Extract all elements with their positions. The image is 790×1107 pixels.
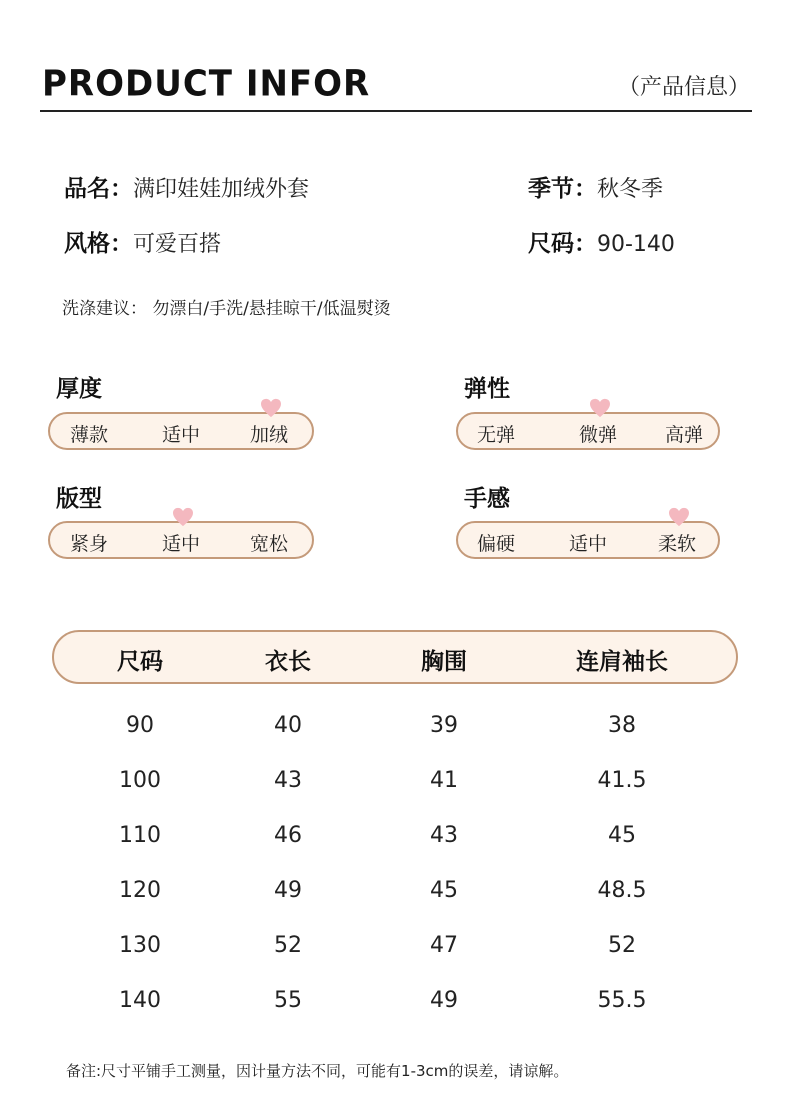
table-cell: 130 — [119, 933, 161, 958]
table-cell: 47 — [430, 933, 458, 958]
table-cell: 110 — [119, 823, 161, 848]
size-range-label: 尺码： — [528, 231, 597, 257]
attribute-option: 薄款 — [70, 424, 109, 446]
attribute-option: 适中 — [162, 424, 201, 446]
attribute-option: 无弹 — [477, 424, 516, 446]
attribute-title: 弹性 — [464, 376, 510, 402]
wash-instructions: 洗涤建议： 勿漂白/手洗/悬挂晾干/低温熨烫 — [62, 299, 391, 319]
style-value: 可爱百搭 — [133, 232, 222, 257]
table-cell: 55 — [274, 988, 302, 1013]
table-cell: 38 — [608, 713, 636, 738]
table-cell: 52 — [608, 933, 636, 958]
heart-icon — [172, 507, 194, 527]
heart-icon — [260, 398, 282, 418]
size-range-value: 90-140 — [597, 232, 675, 257]
table-cell: 46 — [274, 823, 302, 848]
attribute-option: 宽松 — [250, 533, 289, 555]
table-cell: 52 — [274, 933, 302, 958]
table-cell: 48.5 — [597, 878, 647, 903]
table-cell: 140 — [119, 988, 161, 1013]
attribute-option: 适中 — [569, 533, 608, 555]
column-header: 衣长 — [265, 649, 311, 675]
attribute-option: 加绒 — [250, 424, 289, 446]
page-title: PRODUCT INFOR — [42, 63, 371, 105]
header-divider — [40, 110, 752, 112]
table-cell: 49 — [274, 878, 302, 903]
attribute-option: 柔软 — [658, 533, 697, 555]
table-cell: 45 — [608, 823, 636, 848]
table-cell: 43 — [274, 768, 302, 793]
product-name-label: 品名： — [64, 176, 133, 202]
column-header: 尺码 — [117, 649, 163, 675]
table-cell: 55.5 — [597, 988, 647, 1013]
attribute-title: 手感 — [464, 486, 510, 512]
heart-icon — [589, 398, 611, 418]
footnote: 备注:尺寸平铺手工测量，因计量方法不同，可能有1-3cm的误差，请谅解。 — [66, 1062, 569, 1080]
column-header: 胸围 — [421, 649, 467, 675]
season-label: 季节： — [528, 176, 597, 202]
product-name-row — [64, 170, 309, 203]
table-cell: 39 — [430, 713, 458, 738]
table-cell: 40 — [274, 713, 302, 738]
table-cell: 49 — [430, 988, 458, 1013]
column-header: 连肩袖长 — [576, 649, 668, 675]
product-name-value: 满印娃娃加绒外套 — [133, 177, 310, 202]
table-cell: 41.5 — [597, 768, 647, 793]
attribute-option: 偏硬 — [477, 533, 516, 555]
attribute-title: 版型 — [56, 486, 102, 512]
style-row — [64, 225, 221, 258]
attribute-option: 紧身 — [70, 533, 109, 555]
page-subtitle: （产品信息） — [617, 75, 750, 100]
season-row — [528, 170, 663, 203]
heart-icon — [668, 507, 690, 527]
table-cell: 120 — [119, 878, 161, 903]
season-value: 秋冬季 — [597, 177, 664, 202]
attribute-option: 微弹 — [579, 424, 618, 446]
table-cell: 43 — [430, 823, 458, 848]
attribute-option: 高弹 — [665, 424, 704, 446]
table-cell: 100 — [119, 768, 161, 793]
style-label: 风格： — [64, 231, 133, 257]
table-cell: 41 — [430, 768, 458, 793]
size-range-row — [528, 225, 675, 258]
attribute-title: 厚度 — [56, 376, 102, 402]
attribute-option: 适中 — [162, 533, 201, 555]
table-cell: 45 — [430, 878, 458, 903]
table-cell: 90 — [126, 713, 154, 738]
